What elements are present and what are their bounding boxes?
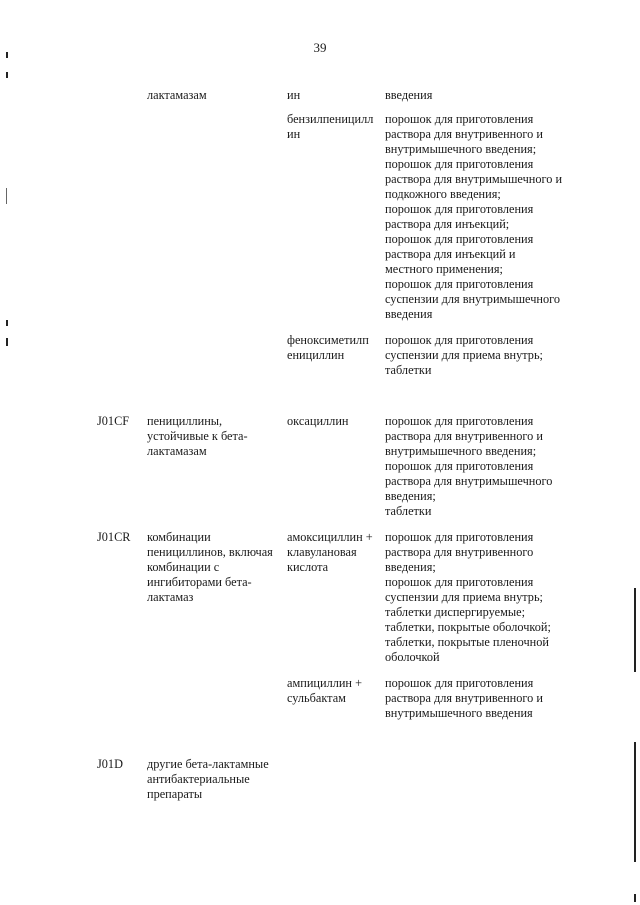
scan-mark-left-1 [6,52,8,58]
scan-mark-right-2 [634,742,636,862]
drug-cell: ампициллин + сульбактам [287,676,363,705]
form-cell: введения [385,88,433,102]
form-cell: порошок для приготовления раствора для внутривенного и внутримышечного введения [385,676,543,720]
form-cell: порошок для приготовления раствора для внутривенного и внутримышечного введения; порошок для приготовления раствора для внутримышечного и подкожного введения; порошок для приготовления раствора для инъекций; порошок для приготовления раствора для инъекций и местного применения; порошок для приготовления суспензии для внутримышечного введения [385,112,563,321]
scan-mark-left-2 [6,72,8,78]
code-cell: J01D [97,757,123,771]
drug-cell: бензилпеницилл ин [287,112,374,141]
scan-mark-right-3 [634,894,636,902]
code-cell: J01CF [97,414,130,428]
drug-cell: оксациллин [287,414,349,428]
form-cell: порошок для приготовления суспензии для приема внутрь; таблетки [385,333,543,377]
group-cell: лактамазам [147,88,207,102]
drug-cell: феноксиметилп енициллин [287,333,369,362]
form-cell: порошок для приготовления раствора для внутривенного и внутримышечного введения; порошок для приготовления раствора для внутримышечного введения; таблетки [385,414,553,518]
page-number: 39 [313,40,327,55]
group-cell: комбинации пенициллинов, включая комбинации с ингибиторами бета- лактамаз [147,530,273,604]
code-cell: J01CR [97,530,131,544]
group-cell: пенициллины, устойчивые к бета- лактамазам [147,414,248,458]
scan-mark-left-3 [6,188,7,204]
drug-cell: амоксициллин + клавулановая кислота [287,530,373,574]
drug-cell: ин [287,88,301,102]
scan-mark-left-5 [6,338,8,346]
group-cell: другие бета-лактамные антибактериальные препараты [147,757,269,801]
scan-mark-left-4 [6,320,8,326]
form-cell: порошок для приготовления раствора для внутривенного введения; порошок для приготовления суспензии для приема внутрь; таблетки диспергируемые; таблетки, покрытые оболочкой; таблетки, покрытые пленочной оболочкой [385,530,551,664]
scan-mark-right-1 [634,588,636,672]
